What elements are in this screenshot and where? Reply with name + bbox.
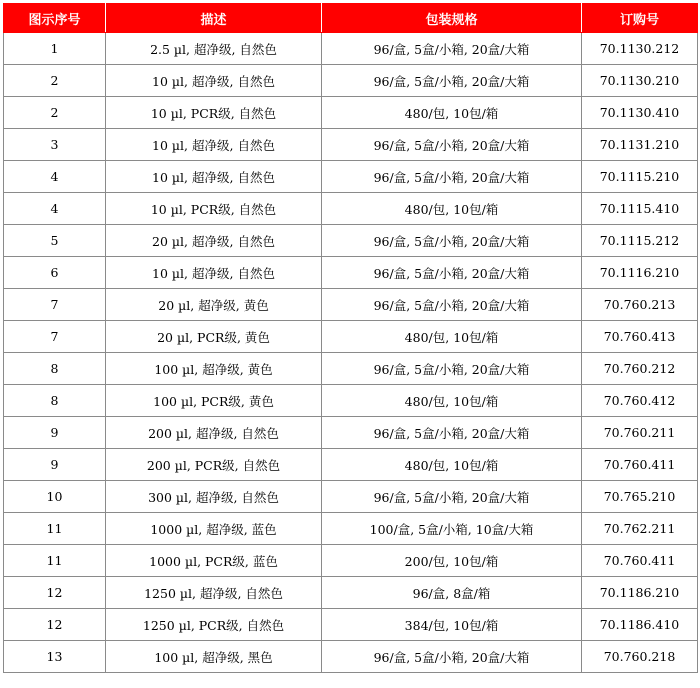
cell-order-number: 70.1130.210 bbox=[582, 65, 698, 97]
cell-description: 10 µl, PCR级, 自然色 bbox=[106, 193, 322, 225]
column-header-description: 描述 bbox=[106, 4, 322, 33]
table-row bbox=[4, 33, 698, 65]
cell-figure-number: 8 bbox=[4, 353, 106, 385]
table-row bbox=[4, 129, 698, 161]
table-row bbox=[4, 257, 698, 289]
cell-order-number: 70.1131.210 bbox=[582, 129, 698, 161]
cell-figure-number: 12 bbox=[4, 577, 106, 609]
cell-packaging: 96/盒, 5盒/小箱, 20盒/大箱 bbox=[322, 161, 582, 193]
table-header bbox=[4, 4, 698, 33]
table-row bbox=[4, 353, 698, 385]
cell-figure-number: 3 bbox=[4, 129, 106, 161]
cell-description: 10 µl, PCR级, 自然色 bbox=[106, 97, 322, 129]
table-row bbox=[4, 449, 698, 481]
cell-packaging: 480/包, 10包/箱 bbox=[322, 97, 582, 129]
cell-figure-number: 1 bbox=[4, 33, 106, 65]
table-row bbox=[4, 385, 698, 417]
cell-figure-number: 6 bbox=[4, 257, 106, 289]
cell-description: 1250 µl, PCR级, 自然色 bbox=[106, 609, 322, 641]
cell-figure-number: 12 bbox=[4, 609, 106, 641]
cell-figure-number: 8 bbox=[4, 385, 106, 417]
cell-figure-number: 9 bbox=[4, 417, 106, 449]
cell-figure-number: 10 bbox=[4, 481, 106, 513]
cell-order-number: 70.1115.410 bbox=[582, 193, 698, 225]
cell-packaging: 480/包, 10包/箱 bbox=[322, 321, 582, 353]
table-row bbox=[4, 289, 698, 321]
cell-description: 100 µl, 超净级, 黑色 bbox=[106, 641, 322, 673]
table-row bbox=[4, 609, 698, 641]
column-header-packaging: 包装规格 bbox=[322, 4, 582, 33]
cell-order-number: 70.1116.210 bbox=[582, 257, 698, 289]
cell-packaging: 200/包, 10包/箱 bbox=[322, 545, 582, 577]
cell-packaging: 96/盒, 5盒/小箱, 20盒/大箱 bbox=[322, 641, 582, 673]
cell-description: 20 µl, PCR级, 黄色 bbox=[106, 321, 322, 353]
table-row bbox=[4, 225, 698, 257]
cell-order-number: 70.760.212 bbox=[582, 353, 698, 385]
table-row bbox=[4, 481, 698, 513]
column-header-order-number: 订购号 bbox=[582, 4, 698, 33]
cell-order-number: 70.760.411 bbox=[582, 449, 698, 481]
cell-description: 200 µl, PCR级, 自然色 bbox=[106, 449, 322, 481]
cell-order-number: 70.760.213 bbox=[582, 289, 698, 321]
cell-order-number: 70.1186.210 bbox=[582, 577, 698, 609]
table-row bbox=[4, 161, 698, 193]
cell-packaging: 480/包, 10包/箱 bbox=[322, 193, 582, 225]
table-row bbox=[4, 321, 698, 353]
cell-packaging: 96/盒, 5盒/小箱, 20盒/大箱 bbox=[322, 65, 582, 97]
cell-packaging: 96/盒, 8盒/箱 bbox=[322, 577, 582, 609]
cell-packaging: 96/盒, 5盒/小箱, 20盒/大箱 bbox=[322, 129, 582, 161]
cell-description: 20 µl, 超净级, 自然色 bbox=[106, 225, 322, 257]
cell-figure-number: 13 bbox=[4, 641, 106, 673]
cell-figure-number: 7 bbox=[4, 321, 106, 353]
cell-order-number: 70.1130.212 bbox=[582, 33, 698, 65]
table-row bbox=[4, 545, 698, 577]
cell-order-number: 70.760.412 bbox=[582, 385, 698, 417]
cell-order-number: 70.1115.212 bbox=[582, 225, 698, 257]
cell-figure-number: 9 bbox=[4, 449, 106, 481]
cell-figure-number: 5 bbox=[4, 225, 106, 257]
cell-figure-number: 4 bbox=[4, 193, 106, 225]
cell-description: 10 µl, 超净级, 自然色 bbox=[106, 129, 322, 161]
cell-order-number: 70.762.211 bbox=[582, 513, 698, 545]
cell-packaging: 480/包, 10包/箱 bbox=[322, 449, 582, 481]
table-row bbox=[4, 193, 698, 225]
table-row bbox=[4, 577, 698, 609]
cell-description: 1000 µl, 超净级, 蓝色 bbox=[106, 513, 322, 545]
cell-figure-number: 2 bbox=[4, 97, 106, 129]
cell-description: 200 µl, 超净级, 自然色 bbox=[106, 417, 322, 449]
cell-description: 10 µl, 超净级, 自然色 bbox=[106, 65, 322, 97]
cell-figure-number: 4 bbox=[4, 161, 106, 193]
cell-packaging: 100/盒, 5盒/小箱, 10盒/大箱 bbox=[322, 513, 582, 545]
cell-figure-number: 11 bbox=[4, 545, 106, 577]
cell-order-number: 70.1130.410 bbox=[582, 97, 698, 129]
cell-figure-number: 2 bbox=[4, 65, 106, 97]
cell-order-number: 70.760.413 bbox=[582, 321, 698, 353]
cell-description: 10 µl, 超净级, 自然色 bbox=[106, 161, 322, 193]
table-body bbox=[4, 33, 698, 673]
cell-description: 300 µl, 超净级, 自然色 bbox=[106, 481, 322, 513]
cell-packaging: 96/盒, 5盒/小箱, 20盒/大箱 bbox=[322, 417, 582, 449]
column-header-figure-number: 图示序号 bbox=[4, 4, 106, 33]
cell-description: 100 µl, 超净级, 黄色 bbox=[106, 353, 322, 385]
table-row bbox=[4, 641, 698, 673]
cell-packaging: 96/盒, 5盒/小箱, 20盒/大箱 bbox=[322, 353, 582, 385]
product-order-table bbox=[3, 3, 698, 673]
table-row bbox=[4, 65, 698, 97]
table-row bbox=[4, 417, 698, 449]
cell-description: 1000 µl, PCR级, 蓝色 bbox=[106, 545, 322, 577]
cell-figure-number: 11 bbox=[4, 513, 106, 545]
cell-order-number: 70.765.210 bbox=[582, 481, 698, 513]
cell-packaging: 96/盒, 5盒/小箱, 20盒/大箱 bbox=[322, 289, 582, 321]
cell-packaging: 96/盒, 5盒/小箱, 20盒/大箱 bbox=[322, 33, 582, 65]
cell-order-number: 70.1115.210 bbox=[582, 161, 698, 193]
cell-packaging: 384/包, 10包/箱 bbox=[322, 609, 582, 641]
cell-description: 10 µl, 超净级, 自然色 bbox=[106, 257, 322, 289]
header-row bbox=[4, 4, 698, 33]
cell-packaging: 96/盒, 5盒/小箱, 20盒/大箱 bbox=[322, 481, 582, 513]
cell-figure-number: 7 bbox=[4, 289, 106, 321]
cell-packaging: 480/包, 10包/箱 bbox=[322, 385, 582, 417]
cell-description: 100 µl, PCR级, 黄色 bbox=[106, 385, 322, 417]
cell-packaging: 96/盒, 5盒/小箱, 20盒/大箱 bbox=[322, 225, 582, 257]
cell-description: 20 µl, 超净级, 黄色 bbox=[106, 289, 322, 321]
cell-order-number: 70.760.411 bbox=[582, 545, 698, 577]
cell-description: 1250 µl, 超净级, 自然色 bbox=[106, 577, 322, 609]
cell-order-number: 70.760.218 bbox=[582, 641, 698, 673]
table-row bbox=[4, 97, 698, 129]
cell-packaging: 96/盒, 5盒/小箱, 20盒/大箱 bbox=[322, 257, 582, 289]
cell-order-number: 70.760.211 bbox=[582, 417, 698, 449]
table-row bbox=[4, 513, 698, 545]
cell-order-number: 70.1186.410 bbox=[582, 609, 698, 641]
cell-description: 2.5 µl, 超净级, 自然色 bbox=[106, 33, 322, 65]
